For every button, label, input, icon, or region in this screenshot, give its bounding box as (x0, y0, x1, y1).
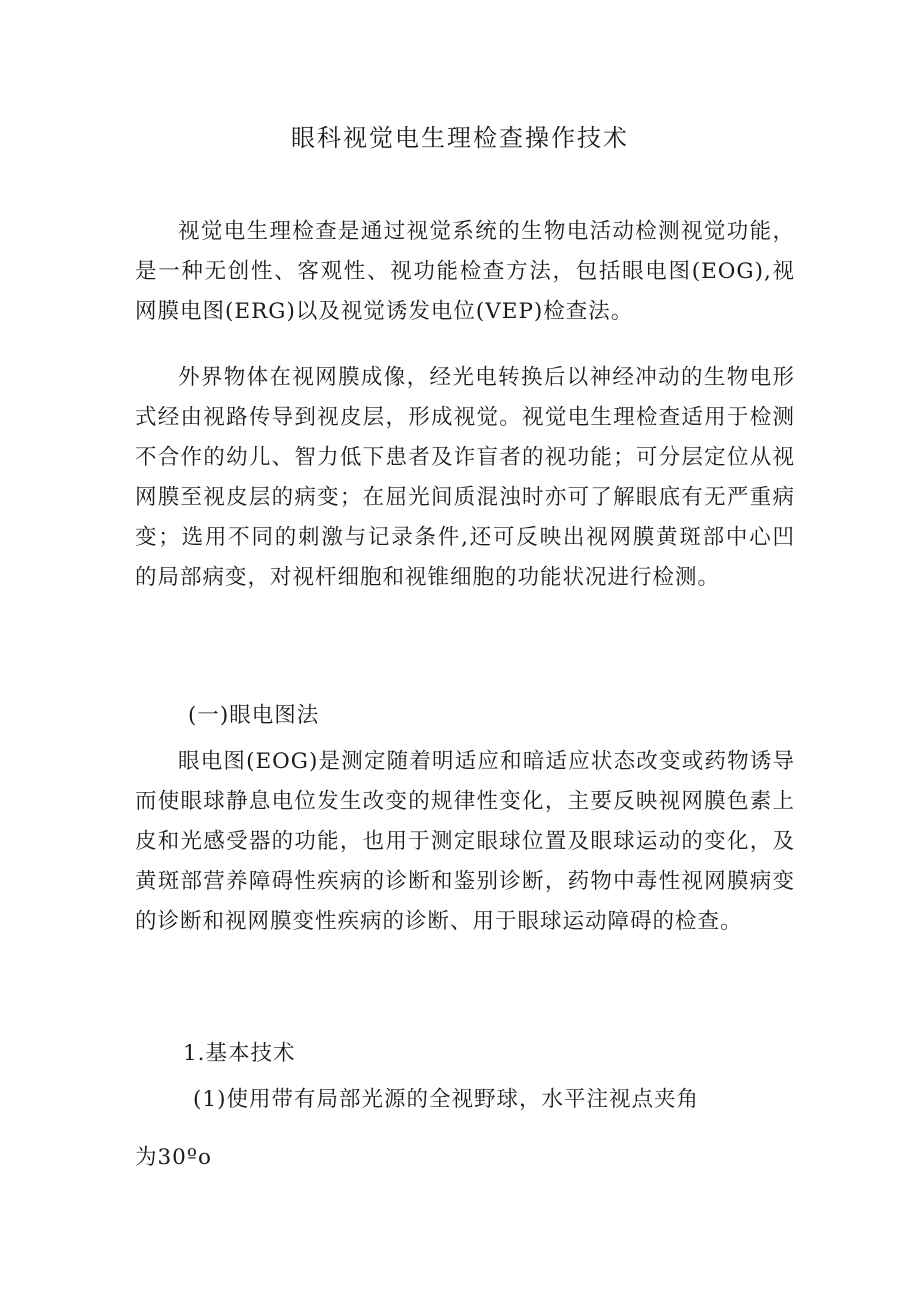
list-item-line-1: (1)使用带有局部光源的全视野球，水平注视点夹角 (193, 1087, 699, 1112)
section-heading-eog: (一)眼电图法 (188, 703, 320, 728)
intro-paragraph: 视觉电生理检查是通过视觉系统的生物电活动检测视觉功能，是一种无创性、客观性、视功能检查方法，包括眼电图(EOG),视网膜电图(ERG)以及视觉诱发电位(VEP)检查法。 (135, 219, 795, 324)
principle-paragraph: 外界物体在视网膜成像，经光电转换后以神经冲动的生物电形式经由视路传导到视皮层，形成视觉。视觉电生理检查适用于检测不合作的幼儿、智力低下患者及诈盲者的视功能；可分层定位从视网膜至视皮层的病变；在屈光间质混浊时亦可了解眼底有无严重病变；选用不同的刺激与记录条件,还可反映出视网膜黄斑部中心凹的局部病变，对视杆细胞和视锥细胞的功能状况进行检测。 (135, 365, 795, 590)
subsection-heading-basic-technique: 1.基本技术 (183, 1041, 296, 1066)
document-title: 眼科视觉电生理检查操作技术 (291, 124, 629, 152)
eog-paragraph: 眼电图(EOG)是测定随着明适应和暗适应状态改变或药物诱导而使眼球静息电位发生改变的规律性变化，主要反映视网膜色素上皮和光感受器的功能，也用于测定眼球位置及眼球运动的变化，及黄斑部营养障碍性疾病的诊断和鉴别诊断，药物中毒性视网膜病变的诊断和视网膜变性疾病的诊断、用于眼球运动障碍的检查。 (135, 749, 795, 934)
list-item-line-2: 为30ºo (135, 1145, 212, 1170)
